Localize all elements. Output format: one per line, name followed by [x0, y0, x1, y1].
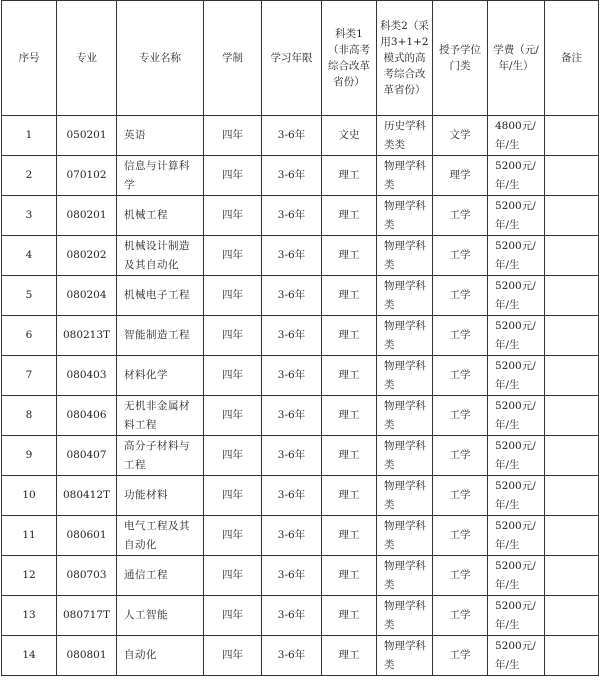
cell-note	[545, 476, 599, 516]
cell-note	[545, 436, 599, 476]
cell-system: 四年	[204, 476, 262, 516]
cell-system: 四年	[204, 236, 262, 276]
cell-seq: 8	[2, 396, 57, 436]
cell-degree: 工学	[433, 196, 488, 236]
cell-note	[545, 236, 599, 276]
cell-system: 四年	[204, 396, 262, 436]
cell-cat1: 理工	[322, 636, 377, 676]
cell-years: 3-6年	[262, 476, 322, 516]
header-years: 学习年限	[262, 1, 322, 116]
cell-seq: 9	[2, 436, 57, 476]
cell-cat2: 物理学科类	[377, 276, 433, 316]
header-note: 备注	[545, 1, 599, 116]
cell-degree: 工学	[433, 556, 488, 596]
cell-code: 080412T	[57, 476, 117, 516]
table-row	[2, 236, 599, 276]
cell-cat2: 物理学科类	[377, 156, 433, 196]
cell-name: 信息与计算科学	[117, 156, 204, 196]
cell-cat2: 物理学科类	[377, 356, 433, 396]
cell-system: 四年	[204, 596, 262, 636]
cell-name: 机械设计制造及其自动化	[117, 236, 204, 276]
cell-cat1: 理工	[322, 276, 377, 316]
cell-code: 080204	[57, 276, 117, 316]
table-row	[2, 196, 599, 236]
cell-name: 高分子材料与工程	[117, 436, 204, 476]
cell-code: 080601	[57, 516, 117, 556]
cell-seq: 11	[2, 516, 57, 556]
cell-cat1: 理工	[322, 596, 377, 636]
cell-cat1: 文史	[322, 116, 377, 156]
cell-code: 080213T	[57, 316, 117, 356]
cell-cat1: 理工	[322, 396, 377, 436]
header-cat1: 科类1（非高考综合改革省份）	[322, 1, 377, 116]
cell-degree: 文学	[433, 116, 488, 156]
cell-cat1: 理工	[322, 196, 377, 236]
cell-years: 3-6年	[262, 556, 322, 596]
cell-cat2: 物理学科类	[377, 476, 433, 516]
cell-years: 3-6年	[262, 516, 322, 556]
cell-years: 3-6年	[262, 636, 322, 676]
cell-code: 080717T	[57, 596, 117, 636]
header-system: 学制	[204, 1, 262, 116]
cell-degree: 工学	[433, 516, 488, 556]
cell-degree: 工学	[433, 596, 488, 636]
cell-name: 材料化学	[117, 356, 204, 396]
table-row	[2, 556, 599, 596]
cell-degree: 工学	[433, 636, 488, 676]
cell-seq: 13	[2, 596, 57, 636]
cell-cat1: 理工	[322, 236, 377, 276]
cell-code: 080201	[57, 196, 117, 236]
cell-seq: 12	[2, 556, 57, 596]
cell-name: 电气工程及其自动化	[117, 516, 204, 556]
cell-fee: 5200元/年/生	[488, 516, 545, 556]
cell-system: 四年	[204, 116, 262, 156]
cell-cat2: 物理学科类	[377, 396, 433, 436]
table-row	[2, 636, 599, 676]
cell-years: 3-6年	[262, 396, 322, 436]
cell-fee: 4800元/年/生	[488, 116, 545, 156]
cell-note	[545, 396, 599, 436]
cell-cat1: 理工	[322, 156, 377, 196]
cell-cat1: 理工	[322, 516, 377, 556]
cell-seq: 10	[2, 476, 57, 516]
cell-name: 人工智能	[117, 596, 204, 636]
cell-cat1: 理工	[322, 356, 377, 396]
cell-note	[545, 316, 599, 356]
table-row	[2, 116, 599, 156]
cell-cat1: 理工	[322, 316, 377, 356]
header-code: 专业	[57, 1, 117, 116]
table-row	[2, 156, 599, 196]
cell-years: 3-6年	[262, 356, 322, 396]
cell-note	[545, 156, 599, 196]
cell-fee: 5200元/年/生	[488, 316, 545, 356]
cell-cat2: 物理学科类	[377, 316, 433, 356]
cell-cat2: 物理学科类	[377, 596, 433, 636]
cell-degree: 工学	[433, 276, 488, 316]
cell-years: 3-6年	[262, 196, 322, 236]
cell-degree: 工学	[433, 356, 488, 396]
cell-fee: 5200元/年/生	[488, 356, 545, 396]
cell-seq: 2	[2, 156, 57, 196]
cell-degree: 工学	[433, 236, 488, 276]
cell-code: 080407	[57, 436, 117, 476]
cell-name: 机械工程	[117, 196, 204, 236]
cell-cat1: 理工	[322, 436, 377, 476]
cell-degree: 工学	[433, 396, 488, 436]
cell-note	[545, 356, 599, 396]
cell-fee: 5200元/年/生	[488, 196, 545, 236]
cell-cat1: 理工	[322, 556, 377, 596]
cell-fee: 5200元/年/生	[488, 236, 545, 276]
cell-cat2: 物理学科类	[377, 236, 433, 276]
cell-note	[545, 276, 599, 316]
table-row	[2, 476, 599, 516]
cell-seq: 7	[2, 356, 57, 396]
header-cat2: 科类2（采用3+1+2模式的高考综合改革省份）	[377, 1, 433, 116]
cell-system: 四年	[204, 196, 262, 236]
cell-seq: 4	[2, 236, 57, 276]
cell-cat2: 物理学科类	[377, 636, 433, 676]
cell-name: 英语	[117, 116, 204, 156]
cell-code: 050201	[57, 116, 117, 156]
cell-cat2: 历史学科类类	[377, 116, 433, 156]
cell-name: 功能材料	[117, 476, 204, 516]
cell-system: 四年	[204, 156, 262, 196]
cell-code: 080202	[57, 236, 117, 276]
cell-seq: 6	[2, 316, 57, 356]
cell-years: 3-6年	[262, 116, 322, 156]
table-row	[2, 316, 599, 356]
cell-code: 070102	[57, 156, 117, 196]
cell-name: 机械电子工程	[117, 276, 204, 316]
cell-system: 四年	[204, 356, 262, 396]
cell-degree: 工学	[433, 476, 488, 516]
cell-name: 通信工程	[117, 556, 204, 596]
header-name: 专业名称	[117, 1, 204, 116]
cell-code: 080801	[57, 636, 117, 676]
cell-cat2: 物理学科类	[377, 196, 433, 236]
cell-degree: 工学	[433, 316, 488, 356]
cell-seq: 1	[2, 116, 57, 156]
cell-years: 3-6年	[262, 236, 322, 276]
cell-years: 3-6年	[262, 436, 322, 476]
cell-note	[545, 556, 599, 596]
cell-name: 自动化	[117, 636, 204, 676]
cell-fee: 5200元/年/生	[488, 396, 545, 436]
cell-code: 080406	[57, 396, 117, 436]
header-seq: 序号	[2, 1, 57, 116]
cell-years: 3-6年	[262, 316, 322, 356]
table-row	[2, 276, 599, 316]
cell-fee: 5200元/年/生	[488, 596, 545, 636]
cell-note	[545, 116, 599, 156]
cell-seq: 3	[2, 196, 57, 236]
cell-name: 智能制造工程	[117, 316, 204, 356]
cell-cat2: 物理学科类	[377, 556, 433, 596]
cell-cat1: 理工	[322, 476, 377, 516]
header-row	[2, 1, 599, 116]
cell-note	[545, 636, 599, 676]
cell-seq: 5	[2, 276, 57, 316]
cell-system: 四年	[204, 436, 262, 476]
table-row	[2, 396, 599, 436]
cell-note	[545, 516, 599, 556]
cell-fee: 5200元/年/生	[488, 276, 545, 316]
cell-years: 3-6年	[262, 156, 322, 196]
table-row	[2, 596, 599, 636]
table-row	[2, 436, 599, 476]
cell-degree: 工学	[433, 436, 488, 476]
cell-fee: 5200元/年/生	[488, 436, 545, 476]
cell-years: 3-6年	[262, 276, 322, 316]
cell-degree: 理学	[433, 156, 488, 196]
header-fee: 学费（元/年/生）	[488, 1, 545, 116]
cell-name: 无机非金属材料工程	[117, 396, 204, 436]
cell-note	[545, 196, 599, 236]
cell-system: 四年	[204, 636, 262, 676]
cell-code: 080403	[57, 356, 117, 396]
cell-note	[545, 596, 599, 636]
cell-fee: 5200元/年/生	[488, 476, 545, 516]
cell-system: 四年	[204, 516, 262, 556]
cell-system: 四年	[204, 316, 262, 356]
cell-fee: 5200元/年/生	[488, 636, 545, 676]
cell-fee: 5200元/年/生	[488, 556, 545, 596]
cell-system: 四年	[204, 556, 262, 596]
cell-system: 四年	[204, 276, 262, 316]
header-degree: 授予学位门类	[433, 1, 488, 116]
cell-cat2: 物理学科类	[377, 516, 433, 556]
cell-code: 080703	[57, 556, 117, 596]
majors-table	[1, 0, 599, 676]
table-row	[2, 516, 599, 556]
cell-fee: 5200元/年/生	[488, 156, 545, 196]
cell-cat2: 物理学科类	[377, 436, 433, 476]
table-row	[2, 356, 599, 396]
cell-years: 3-6年	[262, 596, 322, 636]
cell-seq: 14	[2, 636, 57, 676]
